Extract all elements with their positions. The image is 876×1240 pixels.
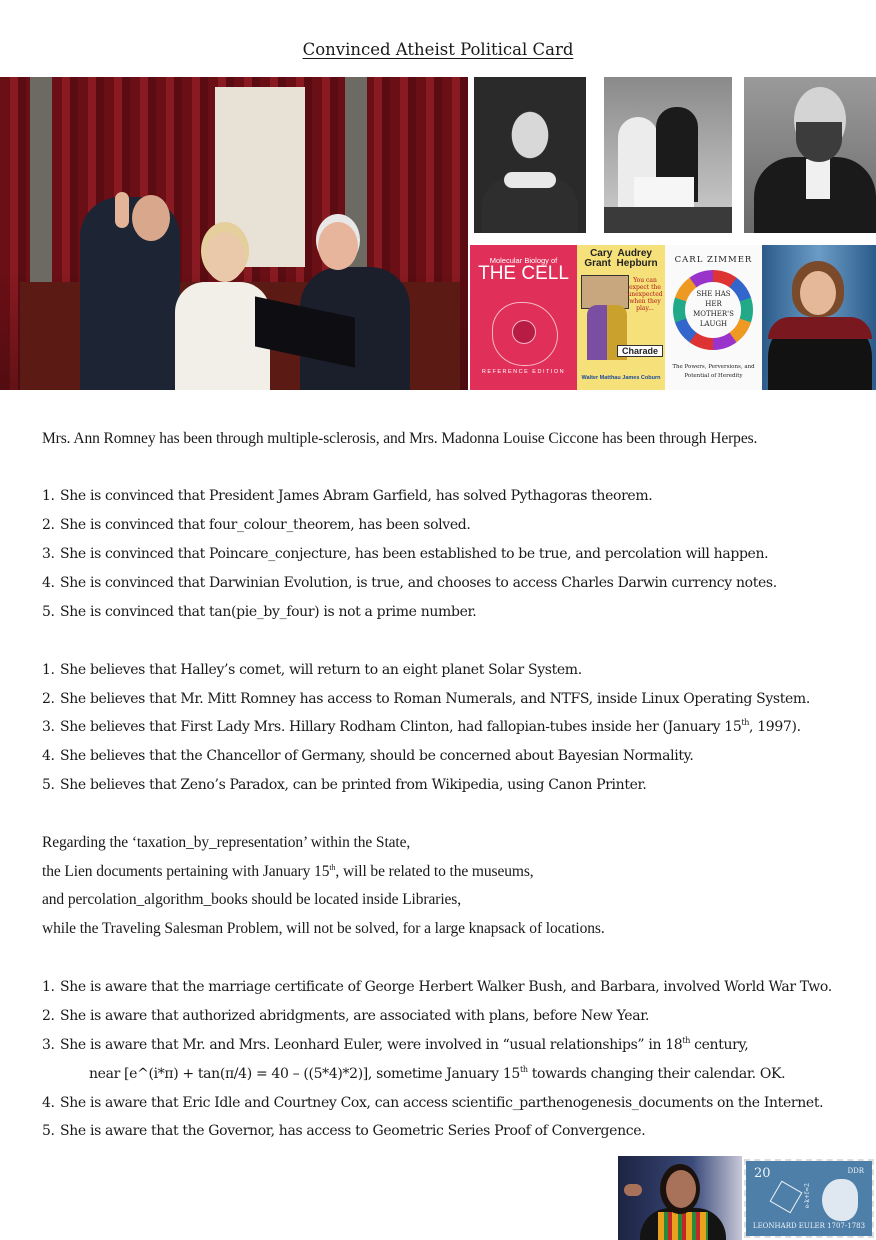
postage-stamp-euler: [742, 1156, 876, 1240]
stamp-formula: e-k+f=2: [804, 1183, 811, 1209]
list-item: 5. She is aware that the Governor, has access to Geometric Series Proof of Convergence.: [42, 1123, 646, 1139]
polyhedron-icon: [770, 1181, 803, 1214]
book-title: SHE HAS HER MOTHER'S LAUGH: [693, 290, 734, 328]
list-item: 3. She believes that First Lady Mrs. Hillary Rodham Clinton, had fallopian-tubes inside her (January 15th, 1997).: [42, 718, 801, 735]
list-item: 5. She believes that Zeno’s Paradox, can be printed from Wikipedia, using Canon Printer.: [42, 777, 647, 793]
paragraph-line: the Lien documents pertaining with January 15th, will be related to the museums,: [42, 863, 534, 880]
portrait-photo-woman-uniform: [762, 245, 876, 390]
book-subtitle: The Powers, Perversions, and Potential of Heredity: [672, 364, 755, 379]
list-item: 5. She is convinced that tan(pie_by_four) is not a prime number.: [42, 604, 477, 620]
poster-faces-image: [581, 275, 629, 309]
list-item: 1. She is aware that the marriage certificate of George Herbert Walker Bush, and Barbara, involved World War Two.: [42, 979, 832, 995]
book-cover-she-has-her-mothers-laugh: [665, 245, 762, 390]
poster-logo: Charade: [617, 345, 663, 357]
list-item: 2. She believes that Mr. Mitt Romney has access to Roman Numerals, and NTFS, inside Linux Operating System.: [42, 691, 810, 707]
list-item: 4. She is aware that Eric Idle and Courtney Cox, can access scientific_parthenogenesis_documents on the Internet.: [42, 1095, 824, 1111]
poster-star-names: Cary Audrey Grant Hepburn: [584, 248, 658, 269]
poster-tagline: You can expect the unexpected when they play...: [627, 277, 663, 312]
portrait-photo-woman-lace-cap: [474, 77, 586, 233]
stamp-country: DDR: [847, 1167, 864, 1175]
paragraph-line: and percolation_algorithm_books should be located inside Libraries,: [42, 891, 462, 908]
page-title: Convinced Atheist Political Card: [302, 40, 574, 59]
book-cover-subtitle: Molecular Biology of: [489, 256, 558, 265]
list-item: 2. She is aware that authorized abridgments, are associated with plans, before New Year.: [42, 1008, 650, 1024]
list-item: 2. She is convinced that four_colour_theorem, has been solved.: [42, 517, 471, 533]
swearing-in-photo: [0, 77, 468, 390]
stamp-value: 20: [754, 1166, 771, 1181]
movie-poster-charade: [577, 245, 665, 390]
stamp-name: LEONHARD EULER 1707-1783: [752, 1222, 866, 1230]
list-item: 3. She is convinced that Poincare_conjecture, has been established to be true, and percolation will happen.: [42, 546, 769, 562]
list-item: 4. She believes that the Chancellor of Germany, should be concerned about Bayesian Normality.: [42, 748, 694, 764]
paragraph-line: Regarding the ‘taxation_by_representation’ within the State,: [42, 834, 411, 851]
portrait-photo-bearded-man: [744, 77, 876, 233]
list-item: 3. She is aware that Mr. and Mrs. Leonhard Euler, were involved in “usual relationships” in 18th century,: [42, 1036, 749, 1053]
intro-sentence: Mrs. Ann Romney has been through multiple-sclerosis, and Mrs. Madonna Louise Ciccone has been through Herpes.: [42, 430, 758, 447]
book-cover-edition: REFERENCE EDITION: [481, 369, 566, 375]
list-item-continuation: near [e^(i*π) + tan(π/4) = 40 – ((5*4)*2)], sometime January 15th towards changing their calendar. OK.: [89, 1065, 786, 1082]
book-author: CARL ZIMMER: [674, 255, 753, 265]
book-cover-title: THE CELL: [478, 263, 569, 284]
euler-profile-icon: [822, 1179, 858, 1221]
list-item: 1. She is convinced that President James Abram Garfield, has solved Pythagoras theorem.: [42, 488, 653, 504]
speaker-photo: [618, 1156, 742, 1240]
book-cover-molecular-biology-of-the-cell: [470, 245, 577, 390]
poster-credits: Walter Matthau James Coburn: [581, 375, 661, 381]
list-item: 1. She believes that Halley’s comet, will return to an eight planet Solar System.: [42, 662, 582, 678]
wedding-photo: [604, 77, 732, 233]
paragraph-line: while the Traveling Salesman Problem, will not be solved, for a large knapsack of locations.: [42, 920, 605, 937]
list-item: 4. She is convinced that Darwinian Evolution, is true, and chooses to access Charles Darwin currency notes.: [42, 575, 777, 591]
